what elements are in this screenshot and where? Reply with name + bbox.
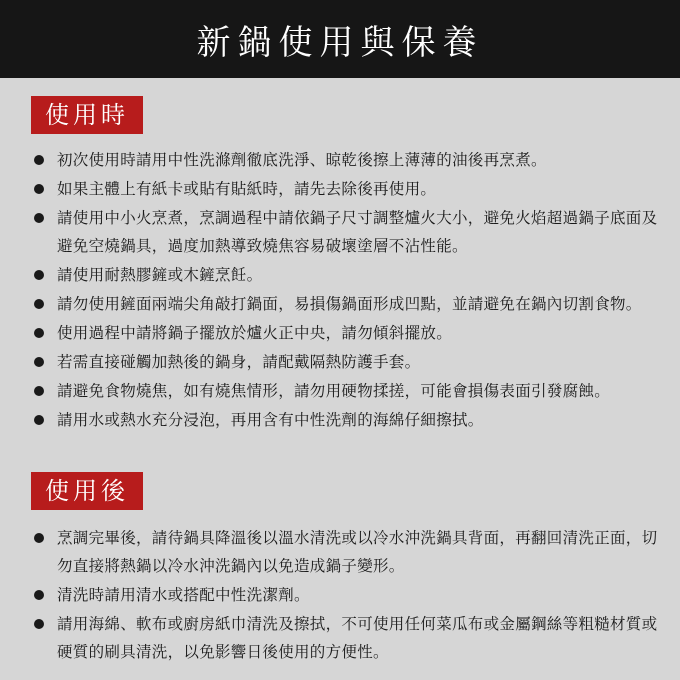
list-item-text: 請用水或熱水充分浸泡，再用含有中性洗劑的海綿仔細擦拭。: [57, 411, 484, 429]
after-use-list: [0, 524, 667, 667]
list-item: [0, 319, 667, 347]
list-item-text: 使用過程中請將鍋子擺放於爐火正中央，請勿傾斜擺放。: [57, 324, 453, 342]
list-item: [0, 610, 667, 666]
list-item: [0, 146, 667, 174]
list-item: [0, 524, 667, 580]
list-item: [0, 348, 667, 376]
section-label-after-use: 使用後: [31, 472, 143, 510]
bullet-icon: [34, 155, 44, 165]
page-title: 新鍋使用與保養: [196, 22, 484, 63]
bullet-icon: [34, 184, 44, 194]
list-item: [0, 261, 667, 289]
bullet-icon: [34, 270, 44, 280]
bullet-icon: [34, 590, 44, 600]
section-label-during-use: 使用時: [31, 96, 143, 134]
bullet-icon: [34, 328, 44, 338]
during-use-list: [0, 146, 667, 435]
bullet-icon: [34, 415, 44, 425]
list-item-text: 請勿使用鏟面兩端尖角敲打鍋面，易損傷鍋面形成凹點，並請避免在鍋內切割食物。: [57, 295, 642, 313]
list-item-text: 請使用耐熱膠鏟或木鏟烹飪。: [57, 266, 263, 284]
list-item: [0, 204, 667, 260]
list-item-text: 如果主體上有紙卡或貼有貼紙時，請先去除後再使用。: [57, 180, 437, 198]
list-item-text: 請避免食物燒焦，如有燒焦情形，請勿用硬物揉搓，可能會損傷表面引發腐蝕。: [57, 382, 611, 400]
bullet-icon: [34, 533, 44, 543]
bullet-icon: [34, 299, 44, 309]
list-item: [0, 581, 667, 609]
list-item: [0, 377, 667, 405]
list-item-text: 請用海綿、軟布或廚房紙巾清洗及擦拭，不可使用任何菜瓜布或金屬鋼絲等粗糙材質或硬質的刷具清洗，以免影響日後使用的方便性。: [57, 615, 658, 661]
bullet-icon: [34, 386, 44, 396]
list-item: [0, 175, 667, 203]
list-item-text: 清洗時請用清水或搭配中性洗潔劑。: [57, 586, 310, 604]
bullet-icon: [34, 357, 44, 367]
list-item-text: 初次使用時請用中性洗滌劑徹底洗淨、晾乾後擦上薄薄的油後再烹煮。: [57, 151, 547, 169]
bullet-icon: [34, 213, 44, 223]
list-item-text: 請使用中小火烹煮，烹調過程中請依鍋子尺寸調整爐火大小，避免火焰超過鍋子底面及避免空燒鍋具，過度加熱導致燒焦容易破壞塗層不沾性能。: [57, 209, 658, 255]
list-item-text: 若需直接碰觸加熱後的鍋身，請配戴隔熱防護手套。: [57, 353, 421, 371]
bullet-icon: [34, 619, 44, 629]
list-item-text: 烹調完畢後，請待鍋具降溫後以溫水清洗或以冷水沖洗鍋具背面，再翻回清洗正面，切勿直接將熱鍋以冷水沖洗鍋內以免造成鍋子變形。: [57, 529, 658, 575]
list-item: [0, 290, 667, 318]
list-item: [0, 406, 667, 434]
page-header: [0, 0, 680, 78]
